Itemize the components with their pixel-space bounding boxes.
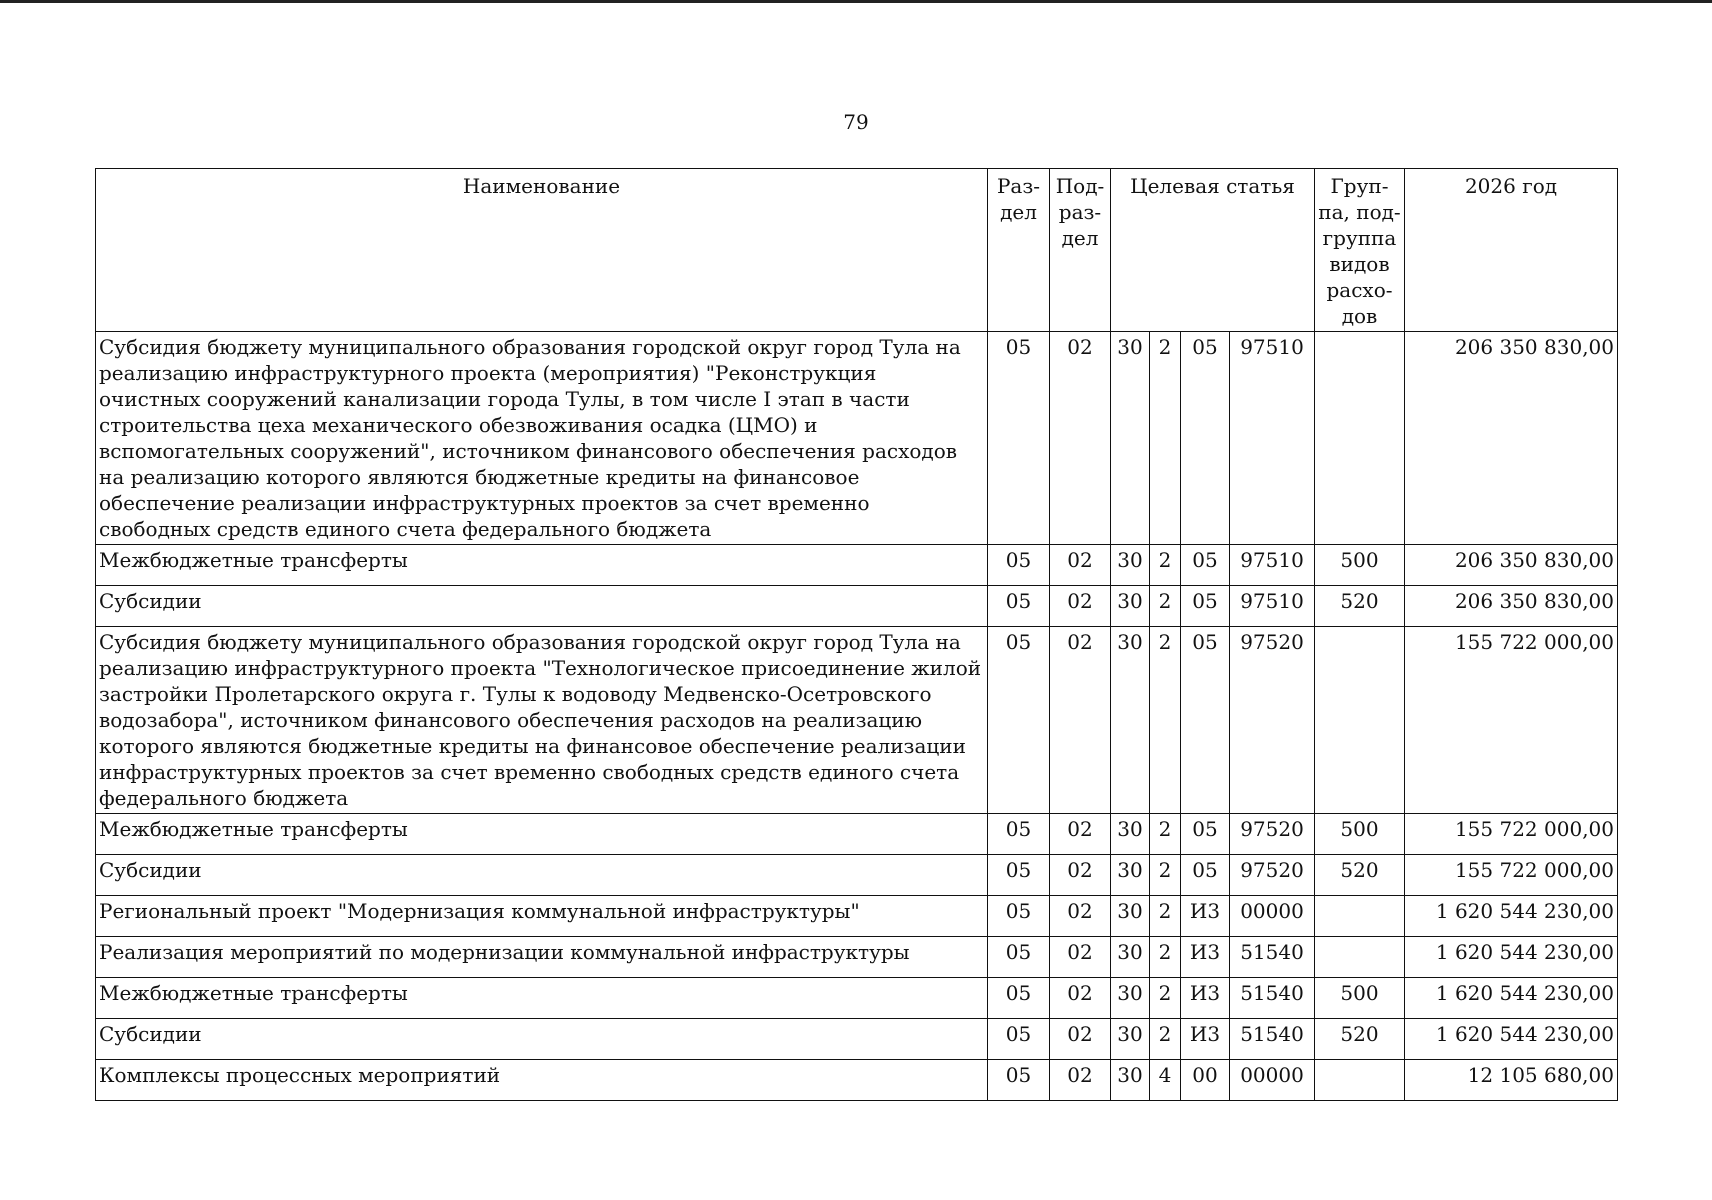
header-podrazdel: Под- раз- дел xyxy=(1050,169,1111,332)
row-podrazdel: 02 xyxy=(1050,937,1111,978)
row-celevaya-2: 2 xyxy=(1150,586,1181,627)
table-row xyxy=(96,978,1618,1019)
table-row xyxy=(96,937,1618,978)
row-name: Межбюджетные трансферты xyxy=(96,814,988,855)
row-razdel: 05 xyxy=(988,814,1050,855)
row-celevaya-3: И3 xyxy=(1181,937,1230,978)
header-name: Наименование xyxy=(96,169,988,332)
row-celevaya-1: 30 xyxy=(1111,855,1150,896)
row-name: Региональный проект "Модернизация коммунальной инфраструктуры" xyxy=(96,896,988,937)
row-amount: 155 722 000,00 xyxy=(1405,814,1618,855)
row-amount: 1 620 544 230,00 xyxy=(1405,978,1618,1019)
row-celevaya-4: 51540 xyxy=(1230,1019,1315,1060)
row-celevaya-1: 30 xyxy=(1111,1019,1150,1060)
row-celevaya-1: 30 xyxy=(1111,332,1150,545)
row-vid-rashodov xyxy=(1315,937,1405,978)
row-celevaya-1: 30 xyxy=(1111,978,1150,1019)
row-vid-rashodov xyxy=(1315,896,1405,937)
row-celevaya-3: 05 xyxy=(1181,814,1230,855)
row-name: Субсидии xyxy=(96,1019,988,1060)
row-amount: 206 350 830,00 xyxy=(1405,545,1618,586)
row-celevaya-3: 00 xyxy=(1181,1060,1230,1101)
row-celevaya-4: 97510 xyxy=(1230,545,1315,586)
row-celevaya-2: 2 xyxy=(1150,627,1181,814)
row-podrazdel: 02 xyxy=(1050,814,1111,855)
row-podrazdel: 02 xyxy=(1050,1019,1111,1060)
row-podrazdel: 02 xyxy=(1050,545,1111,586)
row-celevaya-3: И3 xyxy=(1181,896,1230,937)
table-row xyxy=(96,855,1618,896)
row-podrazdel: 02 xyxy=(1050,978,1111,1019)
row-vid-rashodov: 520 xyxy=(1315,586,1405,627)
row-amount: 155 722 000,00 xyxy=(1405,627,1618,814)
row-celevaya-4: 51540 xyxy=(1230,978,1315,1019)
row-celevaya-2: 2 xyxy=(1150,332,1181,545)
row-name: Межбюджетные трансферты xyxy=(96,978,988,1019)
page-number: 79 xyxy=(843,110,869,134)
row-name: Субсидии xyxy=(96,855,988,896)
row-amount: 1 620 544 230,00 xyxy=(1405,1019,1618,1060)
row-celevaya-1: 30 xyxy=(1111,1060,1150,1101)
row-celevaya-4: 97520 xyxy=(1230,855,1315,896)
header-year: 2026 год xyxy=(1405,169,1618,332)
row-podrazdel: 02 xyxy=(1050,586,1111,627)
row-razdel: 05 xyxy=(988,855,1050,896)
row-vid-rashodov xyxy=(1315,332,1405,545)
row-name: Субсидия бюджету муниципального образования городской округ город Тула на реализацию инфраструктурного проекта "Технологическое присоединение жилой застройки Пролетарского округа г. Тулы к водоводу Медвенско-Осетровского водозабора", источником финансового обеспечения расходов на реализацию которого являются бюджетные кредиты на финансовое обеспечение реализации инфраструктурных проектов за счет временно свободных средств единого счета федерального бюджета xyxy=(96,627,988,814)
row-celevaya-1: 30 xyxy=(1111,896,1150,937)
row-celevaya-2: 2 xyxy=(1150,545,1181,586)
row-celevaya-3: И3 xyxy=(1181,978,1230,1019)
row-podrazdel: 02 xyxy=(1050,896,1111,937)
budget-table xyxy=(95,168,1618,1101)
table-row xyxy=(96,332,1618,545)
row-amount: 206 350 830,00 xyxy=(1405,332,1618,545)
row-celevaya-3: И3 xyxy=(1181,1019,1230,1060)
row-name: Субсидия бюджету муниципального образования городской округ город Тула на реализацию инфраструктурного проекта (мероприятия) "Реконструкция очистных сооружений канализации города Тулы, в том числе I этап в части строительства цеха механического обезвоживания осадка (ЦМО) и вспомогательных сооружений", источником финансового обеспечения расходов на реализацию которого являются бюджетные кредиты на финансовое обеспечение реализации инфраструктурных проектов за счет временно свободных средств единого счета федерального бюджета xyxy=(96,332,988,545)
row-celevaya-2: 2 xyxy=(1150,814,1181,855)
row-podrazdel: 02 xyxy=(1050,332,1111,545)
table-row xyxy=(96,586,1618,627)
row-celevaya-1: 30 xyxy=(1111,545,1150,586)
row-celevaya-3: 05 xyxy=(1181,855,1230,896)
row-celevaya-2: 4 xyxy=(1150,1060,1181,1101)
row-podrazdel: 02 xyxy=(1050,855,1111,896)
row-vid-rashodov: 520 xyxy=(1315,1019,1405,1060)
table-row xyxy=(96,1019,1618,1060)
table-row xyxy=(96,1060,1618,1101)
row-celevaya-2: 2 xyxy=(1150,937,1181,978)
row-name: Межбюджетные трансферты xyxy=(96,545,988,586)
row-celevaya-2: 2 xyxy=(1150,896,1181,937)
row-podrazdel: 02 xyxy=(1050,1060,1111,1101)
row-razdel: 05 xyxy=(988,627,1050,814)
row-razdel: 05 xyxy=(988,896,1050,937)
row-celevaya-2: 2 xyxy=(1150,978,1181,1019)
row-celevaya-4: 51540 xyxy=(1230,937,1315,978)
row-celevaya-4: 00000 xyxy=(1230,1060,1315,1101)
row-celevaya-3: 05 xyxy=(1181,545,1230,586)
row-celevaya-4: 97520 xyxy=(1230,814,1315,855)
row-vid-rashodov: 520 xyxy=(1315,855,1405,896)
table-row xyxy=(96,896,1618,937)
row-celevaya-2: 2 xyxy=(1150,855,1181,896)
top-border-line xyxy=(0,0,1712,3)
row-podrazdel: 02 xyxy=(1050,627,1111,814)
row-celevaya-4: 97520 xyxy=(1230,627,1315,814)
row-vid-rashodov xyxy=(1315,627,1405,814)
row-celevaya-4: 00000 xyxy=(1230,896,1315,937)
table-row xyxy=(96,627,1618,814)
row-vid-rashodov: 500 xyxy=(1315,978,1405,1019)
header-razdel: Раз- дел xyxy=(988,169,1050,332)
row-amount: 1 620 544 230,00 xyxy=(1405,896,1618,937)
row-celevaya-3: 05 xyxy=(1181,332,1230,545)
row-celevaya-1: 30 xyxy=(1111,586,1150,627)
row-name: Комплексы процессных мероприятий xyxy=(96,1060,988,1101)
row-razdel: 05 xyxy=(988,937,1050,978)
row-celevaya-1: 30 xyxy=(1111,627,1150,814)
row-celevaya-1: 30 xyxy=(1111,937,1150,978)
row-vid-rashodov: 500 xyxy=(1315,814,1405,855)
row-celevaya-3: 05 xyxy=(1181,627,1230,814)
row-vid-rashodov: 500 xyxy=(1315,545,1405,586)
header-gruppa-vidov-rashodov: Груп- па, под- группа видов расхо- дов xyxy=(1315,169,1405,332)
row-vid-rashodov xyxy=(1315,1060,1405,1101)
header-celevaya-statya: Целевая статья xyxy=(1111,169,1315,332)
row-amount: 206 350 830,00 xyxy=(1405,586,1618,627)
row-name: Реализация мероприятий по модернизации коммунальной инфраструктуры xyxy=(96,937,988,978)
table-row xyxy=(96,814,1618,855)
row-celevaya-4: 97510 xyxy=(1230,586,1315,627)
row-razdel: 05 xyxy=(988,1060,1050,1101)
row-celevaya-4: 97510 xyxy=(1230,332,1315,545)
row-celevaya-3: 05 xyxy=(1181,586,1230,627)
row-razdel: 05 xyxy=(988,586,1050,627)
row-razdel: 05 xyxy=(988,978,1050,1019)
row-razdel: 05 xyxy=(988,545,1050,586)
row-razdel: 05 xyxy=(988,1019,1050,1060)
row-razdel: 05 xyxy=(988,332,1050,545)
row-celevaya-2: 2 xyxy=(1150,1019,1181,1060)
row-amount: 12 105 680,00 xyxy=(1405,1060,1618,1101)
table-row xyxy=(96,545,1618,586)
table-header-row xyxy=(96,169,1618,332)
row-amount: 1 620 544 230,00 xyxy=(1405,937,1618,978)
row-name: Субсидии xyxy=(96,586,988,627)
row-amount: 155 722 000,00 xyxy=(1405,855,1618,896)
row-celevaya-1: 30 xyxy=(1111,814,1150,855)
